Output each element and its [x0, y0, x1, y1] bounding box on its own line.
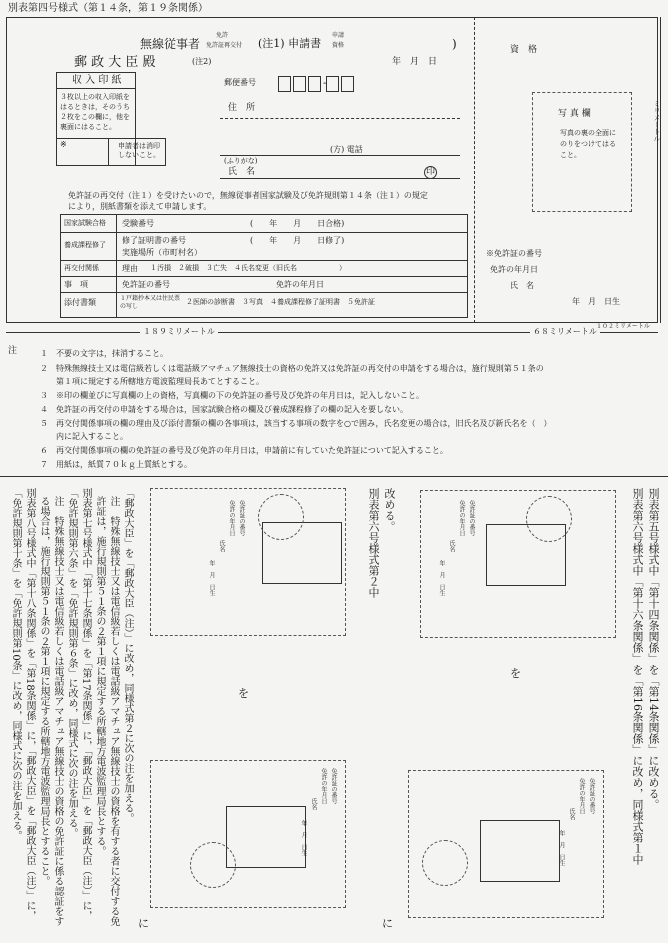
app-title-small1: 免許: [216, 32, 229, 39]
card-b-t1: 免許証の番号: [238, 500, 245, 536]
row-3-label: 事 項: [64, 280, 88, 289]
note-0: １ 不要の文字は，抹消すること。: [40, 349, 168, 358]
card-c-seal: [422, 840, 468, 886]
app-title-small3: 申請: [332, 32, 345, 39]
postal-label: 郵便番号: [224, 78, 256, 87]
amend-col10: 注 特殊無線技士又は電信級若しくは電話級アマチュア無線技士の資格の免許証に係る認証をす: [52, 496, 63, 926]
row-0-c1: 受験番号: [122, 219, 154, 228]
app-title-pre: 無線従事者: [140, 37, 201, 51]
right-date: 年 月 日生: [572, 297, 620, 306]
row-0-label: 国家試験合格: [64, 219, 106, 227]
ni-2: に: [138, 917, 149, 930]
photo-qual: 資 格: [510, 45, 538, 55]
sentence-2: により，別紙書類を添えて申請します。: [68, 202, 212, 211]
card-b-seal: [258, 494, 304, 540]
dim-vertical: ミリメートル: [653, 100, 661, 142]
amend-col1: 別表第五号様式中「第十四条関係」を「第14条関係」に改める。: [647, 488, 660, 810]
dim-left: １８９ミリメートル: [140, 328, 218, 336]
note-6: 内に記入すること。: [40, 432, 128, 441]
ni-1: に: [382, 917, 393, 930]
photo-title: 写 真 欄: [558, 109, 591, 119]
app-title-small4: 資格: [332, 42, 345, 49]
postal-boxes[interactable]: -: [278, 73, 356, 92]
amend-col3: 改める。: [383, 488, 396, 532]
amend-col12: 別表第八号様式中「第十八条関係」を「第18条関係」に，「郵政大臣」を「郵政大臣（注）」に，: [24, 488, 35, 921]
row-2-c1: 理由: [122, 264, 138, 273]
addressee-note: (注2): [192, 57, 212, 66]
card-d-t4: 年 月 日生: [300, 820, 307, 856]
page-header: 別表第四号様式（第１４条，第１９条関係）: [8, 3, 208, 14]
row-3-c1: 免許証の番号: [122, 280, 170, 289]
amend-col2: 別表第六号様式中「第十六条関係」を「第16条関係」に改め，同様式第１中: [631, 488, 644, 865]
row-4-c2: ２医師の診断書 ３写真 ４養成課程修了証明書 ５免許証: [186, 298, 375, 306]
row-2-c2: １汚損 ２破損 ３亡失 ４氏名変更（旧氏名 ）: [150, 264, 346, 272]
right-lic-date: 免許の年月日: [490, 265, 538, 274]
address-label: 住 所: [228, 103, 256, 113]
stamp-desc: ３枚以上の収入印紙をはるときは，そのうち２枚をこの欄に，他を裏面にはること。: [60, 93, 130, 131]
name-label: 氏 名: [228, 167, 256, 177]
note-2: 第１項に規定する所轄地方電波監理局長あてとすること。: [40, 377, 264, 386]
note-5: ５ 再交付関係事項の欄の理由及び添付書類の欄の各事項は，該当する事項の数字を○で囲み，氏名変更の場合は，旧氏名及び新氏名を（ ）: [40, 419, 552, 428]
row-4-label: 添付書類: [64, 298, 96, 307]
card-c-t1: 免許証の番号: [588, 778, 595, 814]
card-c-t4: 年 月 日生: [558, 830, 565, 866]
note-7: ６ 再交付関係事項の欄の免許証の番号及び免許の年月日は，申請前に有していた免許証について記入すること。: [40, 446, 448, 455]
card-b-t3: 氏名: [218, 540, 225, 552]
wo-2: を: [238, 687, 249, 700]
note-3: ３ ※印の欄並びに写真欄の上の資格，写真欄の下の免許証の番号及び免許の年月日は，記入しないこと。: [40, 391, 424, 400]
right-name: 氏 名: [510, 281, 534, 290]
card-d-seal: [190, 842, 236, 888]
card-b-t2: 免許の年月日: [228, 500, 235, 536]
amend-col9: 「免許規則第六条」を「免許規則第６条」に改め，同様式に次の注を加える。: [66, 488, 77, 838]
dim-right: ６８ミリメートル: [530, 328, 600, 336]
stamp-label: 収 入 印 紙: [72, 75, 122, 86]
card-a-t1: 免許証の番号: [468, 500, 475, 536]
section-divider: [0, 476, 668, 477]
card-a-t2: 免許の年月日: [458, 500, 465, 536]
app-title-note: (注1) 申請書: [258, 37, 322, 50]
card-d-t1: 免許証の番号: [330, 768, 337, 804]
row-4-c1: １戸籍抄本又は住民票の写し: [120, 295, 181, 310]
notes-label: 注: [8, 346, 18, 356]
note-4: ４ 免許証の再交付の申請をする場合は，国家試験合格の欄及び養成課程修了の欄の記入を要しない。: [40, 405, 408, 414]
wo-1: を: [510, 667, 521, 680]
phone-label: (方) 電話: [330, 145, 363, 154]
row-3-c2: 免許の年月日: [276, 280, 324, 289]
row-1-c2: ( 年 月 日修了): [250, 236, 345, 245]
amend-col7: 許証は，施行規則第５１条の２第１項に規定する所轄地方電波監理局長とする。: [94, 496, 105, 856]
stamp-mark: ※: [60, 140, 67, 149]
card-c-t3: 氏名: [568, 808, 575, 820]
card-c-t2: 免許の年月日: [578, 778, 585, 814]
app-title-paren: ): [452, 37, 457, 51]
row-1-c3: 実施場所（市町村名）: [122, 248, 202, 257]
form-divider: [474, 17, 475, 323]
card-d-t3: 氏名: [310, 798, 317, 810]
app-title-small2: 免許証再交付: [206, 42, 243, 49]
card-b-t4: 年 月 日生: [208, 560, 215, 596]
row-0-c2: ( 年 月 日合格): [250, 219, 345, 228]
note-8: ７ 用紙は，紙質７０ｋｇ上質紙とする。: [40, 460, 192, 469]
note-1: ２ 特殊無線技士又は電信級若しくは電話級アマチュア無線技士の資格の免許又は免許証の再交付の申請をする場合は，施行規則第５１条の: [40, 364, 544, 373]
furigana-label: (ふりがな): [224, 157, 258, 165]
seal-mark: 印: [426, 167, 436, 177]
card-c-photo: [480, 820, 560, 882]
amend-col5: 「郵政大臣」を「郵政大臣（注）」に改め，同様式第２に次の注を加える。: [122, 488, 133, 823]
form-date: 年 月 日: [392, 57, 438, 67]
card-a-t4: 年 月 日生: [438, 560, 445, 596]
row-1-label: 養成課程修了: [64, 241, 106, 249]
card-a-seal: [526, 496, 572, 542]
card-a-t3: 氏名: [448, 540, 455, 552]
dim-small: １０２ミリメートル: [596, 323, 650, 330]
amend-col13: 「免許規則第十条」を「免許規則第10条」に改め，同様式に次の注を加える。: [10, 488, 21, 841]
amend-col11: る場合は，施行規則第５１条の２第１項に規定する所轄地方電波監理局長とすること。: [38, 496, 49, 886]
addressee: 郵 政 大 臣 殿: [74, 55, 156, 70]
stamp-foot: 申請者は消印しないこと。: [118, 142, 160, 159]
sentence-1: 免許証の再交付（注１）を受けたいので，無線従事者国家試験及び免許規則第１４条（注１）の規定: [68, 191, 428, 200]
row-1-c1: 修了証明書の番号: [122, 236, 186, 245]
row-2-label: 再交付関係: [64, 264, 99, 272]
photo-desc: 写真の裏の全面にのりをつけてはること。: [560, 129, 616, 159]
amend-col8: 別表第七号様式中「第十七条関係」を「第17条関係」に，「郵政大臣」を「郵政大臣（注）」に，: [80, 488, 91, 921]
stamp-foot-box: [108, 138, 166, 166]
card-d-photo: [226, 806, 306, 868]
amend-col4: 別表第六号様式第２中: [367, 488, 380, 598]
amend-col6: 注 特殊無線技士又は電信級若しくは電話級アマチュア無線技士の資格を有する者に交付する免: [108, 496, 119, 926]
card-d-t2: 免許の年月日: [320, 768, 327, 804]
right-lic-no: ※免許証の番号: [486, 249, 542, 258]
